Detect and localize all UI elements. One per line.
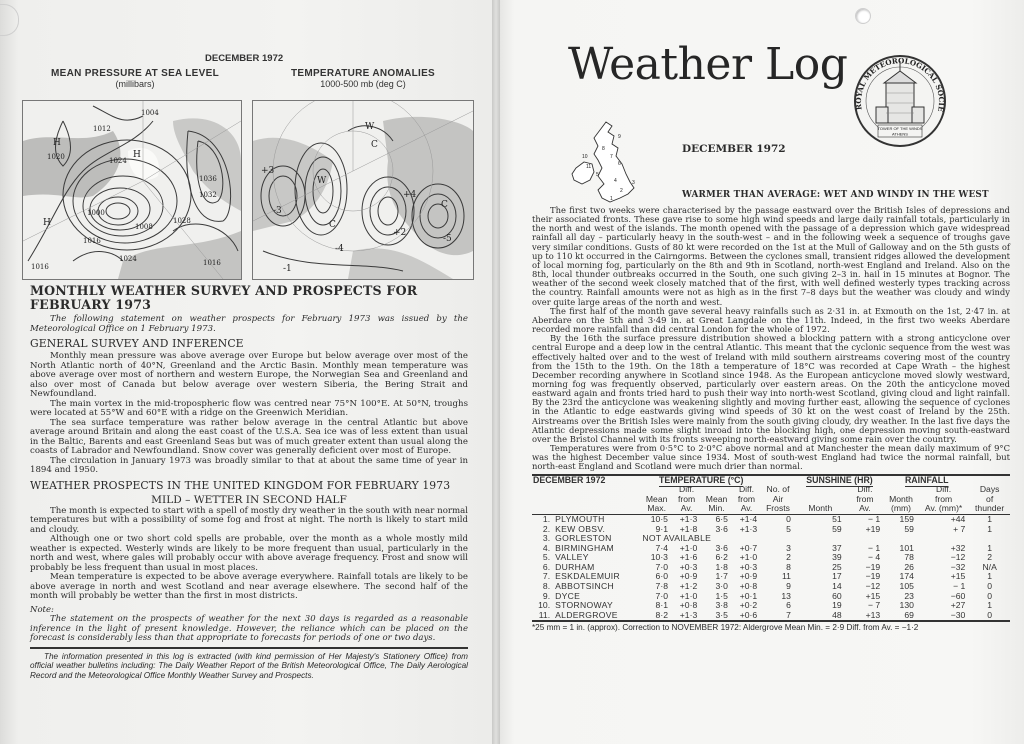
cell-rain-month: 26 (904, 561, 914, 572)
cell-sun-month: 39 (832, 552, 842, 563)
table-row (532, 553, 1010, 563)
sunshine-group-header: SUNSHINE (HR) (806, 474, 873, 485)
cell-sun-month: 19 (832, 600, 842, 611)
map-contour-label: +2 (393, 228, 407, 238)
cell-rain-month: 105 (899, 581, 914, 592)
cell-sun-month: 25 (832, 561, 842, 572)
cell-mean-min: 6·5 (715, 513, 728, 524)
divider (30, 647, 468, 649)
cell-diff-max: +1·0 (679, 590, 698, 601)
report-date: DECEMBER 1972 (682, 143, 786, 155)
report-subheading: WARMER THAN AVERAGE: WET AND WINDY IN THE WEST (682, 190, 989, 200)
cell-sun-diff: −19 (865, 561, 881, 572)
general-paragraph: The main vortex in the mid-tropospheric flow was centred near 75°N 100°E. At 50°N, troughs were located at 55°W and 60°E with a ridge on the Greenwich Meridian. (30, 398, 468, 419)
cell-diff-max: +0·8 (679, 600, 698, 611)
column-header-mean-max: Mean (645, 493, 668, 504)
column-header-thunder: of (986, 493, 994, 504)
cell-thunder: 1 (987, 513, 993, 524)
map-contour-label: C (329, 220, 336, 230)
map-contour-label: W (317, 176, 327, 186)
cell-mean-max: 7·0 (655, 590, 668, 601)
cell-rain-month: 59 (904, 523, 914, 534)
cell-mean-max: 6·0 (655, 571, 668, 582)
page-gutter (492, 0, 500, 744)
pressure-map (22, 100, 242, 280)
cell-sun-diff: − 1 (867, 513, 881, 524)
cell-thunder: 0 (987, 609, 993, 620)
cell-rain-month: 101 (899, 542, 914, 553)
column-header-rain-diff: Diff. (936, 484, 952, 495)
pressure-map-figure (23, 101, 241, 279)
map-contour-label: 1032 (199, 191, 217, 199)
general-paragraph: The circulation in January 1973 was broadly similar to that at about the same time of year in 1894 and 1950. (30, 455, 468, 476)
not-available-cell: NOT AVAILABLE (642, 533, 712, 544)
header-spacer (532, 485, 641, 495)
cell-air-frosts: 11 (781, 571, 791, 582)
station-number: 7. (542, 571, 551, 582)
map-contour-label: 1000 (87, 209, 105, 217)
cell-mean-min: 6·2 (715, 552, 728, 563)
report-paragraph: The first half of the month gave several heavy rainfalls such as 2·31 in. at Exmouth on the 1st, 2·47 in. at Aberdare on the 5th and 3·49 in. at Great Langdale on the 11th. Indeed, in the first two weeks Aberdare recorded more rainfall than did central London for the whole of 1972. (532, 305, 1010, 335)
cell-mean-min: 3·6 (715, 523, 728, 534)
cell-air-frosts: 5 (786, 523, 791, 534)
punch-hole (0, 4, 19, 36)
info-text: The information presented in this log is extracted (with kind permission of Her Majesty's Stationery Office) from official weather bulletins including: The Daily Weather Report of the British Meteorological Office, The Daily Aerological Record and the Meteorological Office Monthly Weather Survey and Prospects. (30, 651, 468, 680)
survey-column (30, 284, 468, 680)
cell-thunder: 1 (987, 571, 993, 582)
cell-mean-max: 10·5 (650, 513, 668, 524)
station-number: 2 (620, 188, 623, 194)
prospects-paragraph: Mean temperature is expected to be above average everywhere. Rainfall totals are likely to be above average in north and west Scotland and near average elsewhere. The second half of the month will probably be wetter than the first in most districts. (30, 572, 468, 602)
column-header-air-frosts: Frosts (766, 503, 790, 514)
cell-thunder: 0 (987, 590, 993, 601)
map-pressure-subtitle: (millibars) (115, 79, 155, 89)
station-number: 8. (542, 581, 551, 592)
map-contour-label: -1 (283, 264, 292, 274)
column-header-rain-diff: from (934, 493, 953, 504)
cell-sun-diff: +19 (865, 523, 881, 534)
map-contour-label: 1020 (47, 153, 65, 161)
map-contour-label: +3 (261, 166, 275, 176)
station-name: PLYMOUTH (555, 513, 605, 524)
prospects-paragraph: Although one or two short cold spells are probable, over the month as a whole mostly mild weather is expected. Westerly winds are likely to be more frequent than usual, particularly in the north and west, where gales will probably occur with above average frequency. Frost and snow will probably be less frequent than usual in most places. (30, 534, 468, 573)
cell-thunder: 1 (987, 600, 993, 611)
station-number: 9. (542, 590, 551, 601)
note-label: Note: (30, 604, 54, 615)
map-contour-label: 1016 (83, 237, 101, 245)
map-contour-label: 1036 (199, 175, 217, 183)
cell-thunder: 2 (987, 552, 993, 563)
map-contour-label: 1024 (109, 157, 127, 165)
general-paragraph: The sea surface temperature was rather below average in the central Atlantic but above average around Britain and along the east coast of the U.S.A. Sea ice was of less extent than usual in the Baltic, Barents and east Greenland Seas but was of much greater extent than usual along the coasts of Labrador and Newfoundland. Snow cover was generally deficient over most of Europe. (30, 417, 468, 457)
column-header-thunder: thunder (975, 503, 1005, 514)
header-spacer (532, 495, 641, 505)
station-name: DURHAM (555, 561, 595, 572)
column-header-sun-diff: from (856, 493, 874, 504)
left-page (0, 0, 492, 744)
rainfall-group-header: RAINFALL (904, 474, 949, 485)
cell-rain-month: 78 (904, 552, 914, 563)
seal-caption-line1: TOWER OF THE WINDS (877, 126, 923, 131)
map-temperature-subtitle: 1000-500 mb (deg C) (320, 79, 406, 89)
map-temperature-heading (258, 68, 468, 89)
station-number: 5 (596, 172, 599, 178)
cell-diff-min: +1·0 (739, 552, 758, 563)
map-contour-label: H (53, 138, 61, 148)
map-contour-label: C (371, 140, 378, 150)
cell-diff-min: +0·8 (739, 581, 758, 592)
map-contour-label: 1004 (141, 109, 159, 117)
column-header-rain-month: (mm) (890, 503, 912, 514)
column-header-sun-month (795, 485, 846, 495)
seal-logo (852, 49, 948, 157)
cell-rain-month: 174 (899, 571, 914, 582)
cell-diff-min: +1·4 (739, 513, 758, 524)
cell-rain-diff: − 1 (953, 581, 966, 592)
table-row (532, 544, 1010, 554)
cell-mean-max: 7·4 (655, 542, 668, 553)
table-header-row (532, 504, 1010, 514)
map-contour-label: -3 (273, 206, 282, 216)
report-paragraph: Temperatures were from 0·5°C to 2·0°C above normal and at Manchester the mean daily maximum of 9°C was the highest December value since 1934. Most of south-west England had twice the normal rainfall, but north-east England and Scotland were much drier than normal. (532, 443, 1010, 472)
temperature-map-figure (253, 101, 473, 279)
cell-rain-diff: + 7 (953, 523, 966, 534)
uk-map-figure (568, 118, 640, 208)
station-summary-table (532, 474, 1010, 622)
cell-sun-month: 14 (832, 581, 842, 592)
station-name: ABBOTSINCH (555, 581, 614, 592)
temperature-map (252, 100, 474, 280)
note-text: The statement on the prospects of weather for the next 30 days is regarded as a reasonable inference in the light of present knowledge. However, the reliance which can be placed on the forecast is considerably less than that appropriate to forecasts for periods of one or two days. (30, 614, 468, 644)
report-text (532, 206, 1010, 472)
cell-air-frosts: 2 (786, 552, 791, 563)
map-contour-label: H (43, 218, 51, 228)
cell-sun-diff: +13 (865, 609, 881, 620)
cell-mean-max: 7·0 (655, 561, 668, 572)
cell-rain-diff: +27 (950, 600, 966, 611)
cell-mean-max: 10·3 (650, 552, 668, 563)
cell-air-frosts: 9 (786, 581, 791, 592)
report-column (532, 206, 1010, 632)
cell-mean-min: 3·5 (715, 609, 728, 620)
temperature-group-header: TEMPERATURE (°C) (658, 474, 744, 485)
station-name: STORNOWAY (555, 600, 614, 611)
cell-rain-diff: −30 (950, 609, 966, 620)
column-header-thunder: Days (979, 484, 1000, 495)
map-pressure-heading (30, 68, 240, 89)
cell-air-frosts: 8 (786, 561, 791, 572)
cell-mean-max: 7·8 (655, 581, 668, 592)
table-title: DECEMBER 1972 (533, 474, 606, 485)
report-paragraph: The first two weeks were characterised by the passage eastward over the British Isles of depressions and their associated fronts. These gave rise to some high wind speeds and large daily rainfall totals, particularly in the north and west of the islands. The month opened with the passage of a depression which gave widespread rainfall all day – particularly heavy in the south-west – and in the following week a sequence of troughs gave very similar conditions. Gusts of 80 kt were recorded on the 1st at the Mull of Galloway and on the 5th gusts of up to 110 kt occurred in the Cairngorms. Between the cyclones small, transient ridges allowed the development of local morning fog, particularly on the 8th and 9th in Scotland, north-west England and Ireland. Also on the 8th, local thunder outbreaks occurred in the South, one such giving 2–3 in. hail in 15 minutes at Bognor. The weather of the second week closely matched that of the first, with well defined westerly types tracking across the country. Rainfall amounts were not as high as in the first 7–8 days but the weather was cloudy and windy over quite large areas of the north and west. (532, 205, 1010, 307)
cell-diff-max: +0·9 (679, 571, 698, 582)
cell-diff-min: +1·3 (739, 523, 758, 534)
cell-diff-max: +1·3 (679, 609, 698, 620)
cell-air-frosts: 3 (786, 542, 791, 553)
cell-air-frosts: 0 (786, 513, 791, 524)
cell-rain-diff: +32 (950, 542, 966, 553)
cell-rain-diff: −32 (950, 561, 966, 572)
column-header-diff-min: Diff. (738, 484, 755, 495)
cell-mean-max: 9·1 (655, 523, 668, 534)
column-header-diff-max: Diff. (679, 484, 695, 495)
seal-caption-line2: ATHENS (892, 131, 908, 137)
table-row (532, 611, 1010, 621)
station-number: 8 (602, 146, 605, 152)
column-header-mean-min: Mean (705, 493, 728, 504)
station-number: 4 (614, 178, 617, 184)
cell-sun-month: 48 (832, 609, 842, 620)
column-header-sun-diff: Diff. (857, 484, 873, 495)
map-contour-label: W (365, 122, 375, 132)
station-name: ALDERGROVE (555, 609, 618, 620)
map-contour-label: 1028 (173, 217, 191, 225)
cell-thunder: 1 (987, 523, 993, 534)
cell-sun-month: 59 (832, 523, 842, 534)
station-name: ESKDALEMUIR (555, 571, 620, 582)
cell-diff-min: +0·6 (739, 609, 758, 620)
map-contour-label: 1016 (31, 263, 49, 271)
cell-sun-month: 37 (832, 542, 842, 553)
cell-mean-min: 1·7 (715, 571, 728, 582)
cell-diff-min: +0·9 (739, 571, 758, 582)
cell-sun-diff: − 4 (867, 552, 881, 563)
column-header-mean-max: Max. (647, 503, 666, 514)
cell-diff-max: +1·0 (679, 542, 698, 553)
royal-meteorological-society-seal (852, 49, 948, 157)
map-contour-label: +4 (403, 190, 417, 200)
cell-diff-max: +1·3 (679, 513, 698, 524)
punch-hole (855, 8, 871, 24)
station-number: 10 (582, 154, 588, 160)
cell-rain-diff: +44 (950, 513, 966, 524)
table-footnote: *25 mm = 1 in. (approx). Correction to NOVEMBER 1972: Aldergrove Mean Min. = 2·9 Diff. from Av. = −1·2 (532, 622, 919, 632)
column-header-air-frosts: Air (772, 493, 784, 504)
station-number: 1. (542, 513, 551, 524)
prospects-paragraph: The month is expected to start with a spell of mostly dry weather in the south with near normal temperatures but with a possibility of some fog and frost at night. The north is likely to start mild and cloudy. (30, 505, 468, 535)
cell-sun-diff: −19 (865, 571, 881, 582)
header-spacer (532, 504, 641, 514)
map-contour-label: -5 (443, 234, 452, 244)
cell-mean-max: 8·2 (655, 609, 668, 620)
station-number: 6 (618, 161, 621, 167)
cell-mean-min: 1·8 (715, 561, 728, 572)
map-contour-label: 1024 (119, 255, 137, 263)
station-number: 7 (610, 154, 613, 160)
cell-diff-max: +1·8 (679, 523, 698, 534)
station-name: GORLESTON (555, 533, 612, 544)
station-number: 3 (632, 180, 635, 186)
weather-log-title: Weather Log (568, 39, 848, 90)
cell-thunder: N/A (982, 561, 997, 572)
map-contour-label: 1016 (203, 259, 221, 267)
cell-rain-diff: +15 (950, 571, 966, 582)
cell-air-frosts: 13 (781, 590, 791, 601)
prospects-subheading: MILD – WETTER IN SECOND HALF (151, 493, 347, 506)
map-contour-label: 1008 (135, 223, 153, 231)
prospects-heading: WEATHER PROSPECTS IN THE UNITED KINGDOM FOR FEBRUARY 1973 (30, 478, 451, 492)
cell-air-frosts: 7 (786, 609, 791, 620)
cell-rain-diff: −12 (950, 552, 966, 563)
cell-diff-min: +0·2 (739, 600, 758, 611)
station-name: KEW OBSV. (555, 523, 606, 534)
map-temperature-title: TEMPERATURE ANOMALIES (290, 68, 436, 79)
cell-thunder: 0 (987, 581, 993, 592)
map-contour-label: C (441, 200, 448, 210)
station-location-map (568, 118, 640, 208)
column-header-diff-max: from (678, 493, 696, 504)
general-paragraph: Monthly mean pressure was above average over Europe but below average over most of the North Atlantic north of 40°N, Greenland and the Arctic Basin. Monthly mean temperature was above average over most of northern and western Europe, the Norwegian Sea and Greenland and also over most of Canada but below average over western Siberia, the Bering Strait and Newfoundland. (30, 351, 468, 400)
cell-diff-min: +0·3 (739, 561, 758, 572)
cell-rain-diff: −60 (950, 590, 966, 601)
seal-ring-text: ROYAL METEOROLOGICAL SOCIE (853, 56, 947, 113)
station-number: 11 (586, 164, 592, 170)
maps-date: DECEMBER 1972 (205, 53, 284, 64)
prospects-text (30, 507, 468, 602)
column-header-sun-month: Month (808, 503, 833, 514)
station-name: DYCE (555, 590, 581, 601)
cell-thunder: 1 (987, 542, 993, 553)
cell-sun-diff: − 7 (867, 600, 881, 611)
table-row (532, 582, 1010, 592)
survey-intro: The following statement on weather prospects for February 1973 was issued by the Meteorological Office on 1 February 1973. (30, 314, 468, 334)
station-name: VALLEY (555, 552, 589, 563)
map-contour-label: 1012 (93, 125, 111, 133)
cell-diff-max: +0·3 (679, 561, 698, 572)
cell-sun-diff: −12 (865, 581, 881, 592)
cell-rain-month: 130 (899, 600, 914, 611)
map-pressure-title: MEAN PRESSURE AT SEA LEVEL (50, 68, 219, 79)
cell-sun-diff: +15 (865, 590, 881, 601)
column-header-diff-max: Av. (680, 503, 693, 514)
survey-heading: MONTHLY WEATHER SURVEY AND PROSPECTS FOR FEBRUARY 1973 (30, 283, 418, 312)
cell-sun-month: 51 (832, 513, 842, 524)
cell-mean-min: 3·0 (715, 581, 728, 592)
cell-mean-min: 1·5 (715, 590, 728, 601)
station-number: 5. (542, 552, 551, 563)
station-name: BIRMINGHAM (555, 542, 614, 553)
cell-rain-month: 159 (899, 513, 914, 524)
cell-sun-month: 60 (832, 590, 842, 601)
cell-mean-min: 3·8 (715, 600, 728, 611)
station-number: 4. (542, 542, 551, 553)
cell-rain-month: 69 (904, 609, 914, 620)
cell-air-frosts: 6 (786, 600, 791, 611)
station-number: 9 (618, 134, 621, 140)
column-header-sun-diff: Av. (859, 503, 871, 514)
cell-diff-max: +1·6 (679, 552, 698, 563)
column-header-rain-month: Month (889, 493, 913, 504)
cell-sun-diff: − 1 (867, 542, 881, 553)
station-number: 11. (538, 609, 551, 620)
column-header-rain-diff: Av. (mm)* (924, 503, 963, 514)
station-number: 1 (610, 196, 613, 202)
cell-diff-min: +0·1 (739, 590, 758, 601)
general-survey-heading: GENERAL SURVEY AND INFERENCE (30, 337, 244, 351)
cell-sun-month: 17 (832, 571, 842, 582)
column-header-diff-min: Av. (740, 503, 753, 514)
cell-mean-min: 3·6 (715, 542, 728, 553)
cell-rain-month: 23 (904, 590, 914, 601)
column-header-diff-min: from (737, 493, 756, 504)
station-number: 3. (542, 533, 551, 544)
general-survey-text (30, 352, 468, 476)
column-header-air-frosts: No. of (766, 484, 790, 495)
cell-diff-min: +0·7 (739, 542, 758, 553)
map-contour-label: -4 (335, 244, 344, 254)
station-number: 2. (542, 523, 551, 534)
station-number: 6. (542, 561, 551, 572)
map-contour-label: H (133, 150, 141, 160)
report-paragraph: By the 16th the surface pressure distribution showed a blocking pattern with a strong anticyclone over central Europe and a deep low in the central Atlantic. This meant that the cyclonic sequence from the west was effectively halted over and to the west of Ireland with mild southern airstreams covering most of the country from the 15th to the 19th. On the 18th a temperature of 18°C was recorded at Cape Wrath – the highest December recording anywhere in Scotland since 1948. As the European anticyclone moved slowly westward, morning fog was frequently observed, particularly over eastern areas. On the 20th the anticyclone moved eastward again and fronts tried hard to push their way into north-west Scotland, giving cloud and light rainfall. By the 23rd the anticyclone was weakening slightly and moving further east, allowing the sequence of cyclones in the Atlantic to edge eastwards giving wind speeds of 30 kt on the west coast of Ireland by the 25th. Airstreams over the British Isles were mainly from the south giving cloudy, dry weather. In the last five days the Atlantic depressions made some slight inroad into the blocking high, one depression moving south-eastward over the Bristol Channel with its fronts sweeping north-eastward giving some rain over the country. (532, 333, 1010, 444)
table-row (532, 514, 1010, 524)
table-bottom-rule (532, 620, 1010, 622)
column-header-mean-min: Min. (708, 503, 725, 514)
station-number: 10. (538, 600, 551, 611)
cell-mean-max: 8·1 (655, 600, 668, 611)
cell-diff-max: +1·2 (679, 581, 698, 592)
